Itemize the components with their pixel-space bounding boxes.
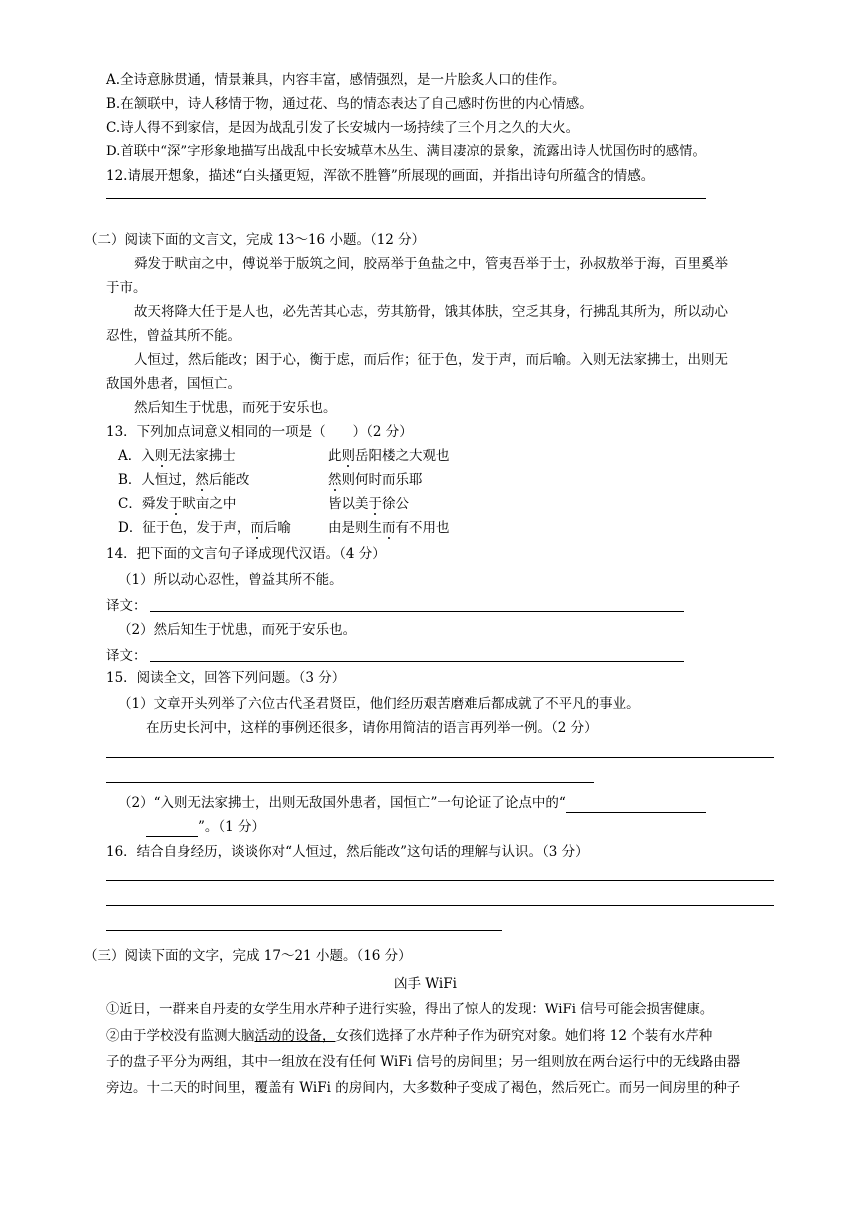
q15-item-1-line2: 在历史长河中，这样的事例还很多，请你用简洁的语言再列举一例。（2 分） — [146, 720, 598, 736]
q15-blank-2[interactable] — [146, 820, 198, 837]
q13-option-d-left: D．征于色，发于声，而后喻 — [118, 520, 291, 536]
q11-option-b: B.在颔联中，诗人移情于物，通过花、鸟的情态表达了自己感时伤世的内心情感。 — [106, 96, 593, 112]
article-para-2-line2: 子的盘子平分为两组，其中一组放在没有任何 WiFi 信号的房间里；另一组则放在两台运行中的无线路由器 — [106, 1054, 741, 1070]
q13-option-b-right: 然则何时而乐耶 — [328, 472, 423, 488]
q15-answer-line-2[interactable] — [106, 782, 594, 783]
q13-option-d-right: 由是则生而有不用也 — [328, 520, 450, 536]
q12-answer-line[interactable] — [106, 198, 706, 199]
q13-option-b-left: B．人恒过，然后能改 — [118, 472, 250, 488]
q16-question: 16．结合自身经历，谈谈你对“人恒过，然后能改”这句话的理解与认识。（3 分） — [106, 844, 589, 860]
article-title: 凶手 WiFi — [394, 976, 457, 992]
article-para-2-line1: ②由于学校没有监测大脑活动的设备，女孩们选择了水芹种子作为研究对象。她们将 12 个装有水芹种 — [106, 1028, 713, 1044]
passage-p1-line2: 于市。 — [106, 280, 147, 296]
q13-option-a-right: 此则岳阳楼之大观也 — [328, 448, 450, 464]
q14-item-1: （1）所以动心忍性，曾益其所不能。 — [118, 572, 343, 588]
section3-heading: （三）阅读下面的文字，完成 17～21 小题。（16 分） — [84, 948, 412, 964]
article-para-1: ①近日，一群来自丹麦的女学生用水芹种子进行实验，得出了惊人的发现：WiFi 信号可能会损害健康。 — [106, 1002, 714, 1017]
q15-item-2-line2: ”。（1 分） — [146, 817, 265, 837]
article-para-2-line3: 旁边。十二天的时间里，覆盖有 WiFi 的房间内，大多数种子变成了褐色，然后死亡。而另一间房里的种子 — [106, 1080, 741, 1096]
q11-option-a: A.全诗意脉贯通，情景兼具，内容丰富，感情强烈，是一片脍炙人口的佳作。 — [106, 72, 566, 88]
q14-translate-label-1: 译文： — [106, 598, 147, 614]
q16-answer-line-2[interactable] — [106, 905, 774, 906]
q14-translate-label-2: 译文： — [106, 648, 147, 664]
section2-heading: （二）阅读下面的文言文，完成 13～16 小题。（12 分） — [84, 232, 426, 248]
q11-option-c: C.诗人得不到家信，是因为战乱引发了长安城内一场持续了三个月之久的大火。 — [106, 120, 580, 136]
q15-item-1-line1: （1）文章开头列举了六位古代圣君贤臣，他们经历艰苦磨难后都成就了不平凡的事业。 — [118, 696, 640, 712]
q13-option-c-right: 皆以美于徐公 — [328, 496, 409, 512]
q13-option-c-left: C．舜发于畎亩之中 — [118, 496, 237, 512]
q12-question: 12.请展开想象，描述“白头搔更短，浑欲不胜簪”所展现的画面，并指出诗句所蕴含的情感。 — [106, 168, 655, 184]
q14-item-2: （2）然后知生于忧患，而死于安乐也。 — [118, 622, 357, 638]
passage-p3-line1: 人恒过，然后能改；困于心，衡于虑，而后作；征于色，发于声，而后喻。入则无法家拂士，出则无 — [134, 352, 728, 368]
passage-p3-line2: 敌国外患者，国恒亡。 — [106, 376, 241, 392]
q11-option-d: D.首联中“深”字形象地描写出战乱中长安城草木丛生、满目凄凉的景象，流露出诗人忧国伤时的感情。 — [106, 144, 706, 159]
q14-answer-line-2[interactable] — [150, 661, 684, 662]
passage-p4: 然后知生于忧患，而死于安乐也。 — [134, 400, 337, 416]
passage-p1-line1: 舜发于畎亩之中，傅说举于版筑之间，胶鬲举于鱼盐之中，管夷吾举于士，孙叔敖举于海，百里奚举 — [134, 256, 728, 272]
q16-answer-line-3[interactable] — [106, 930, 502, 931]
q15-question: 15．阅读全文，回答下列问题。（3 分） — [106, 670, 346, 686]
q14-question: 14．把下面的文言句子译成现代汉语。（4 分） — [106, 546, 386, 562]
passage-p2-line1: 故天将降大任于是人也，必先苦其心志，劳其筋骨，饿其体肤，空乏其身，行拂乱其所为，所以动心 — [134, 304, 728, 320]
q13-option-a-left: A．入则无法家拂士 — [118, 448, 236, 464]
q15-answer-line-1[interactable] — [106, 757, 774, 758]
q15-item-2-line1: （2）“入则无法家拂士，出则无敌国外患者，国恒亡”一句论证了论点中的“ — [118, 793, 706, 813]
q13-question: 13．下列加点词意义相同的一项是（ ）（2 分） — [106, 424, 413, 440]
q14-answer-line-1[interactable] — [150, 611, 684, 612]
q15-blank-1[interactable] — [566, 796, 706, 813]
q16-answer-line-1[interactable] — [106, 880, 774, 881]
passage-p2-line2: 忍性，曾益其所不能。 — [106, 328, 241, 344]
